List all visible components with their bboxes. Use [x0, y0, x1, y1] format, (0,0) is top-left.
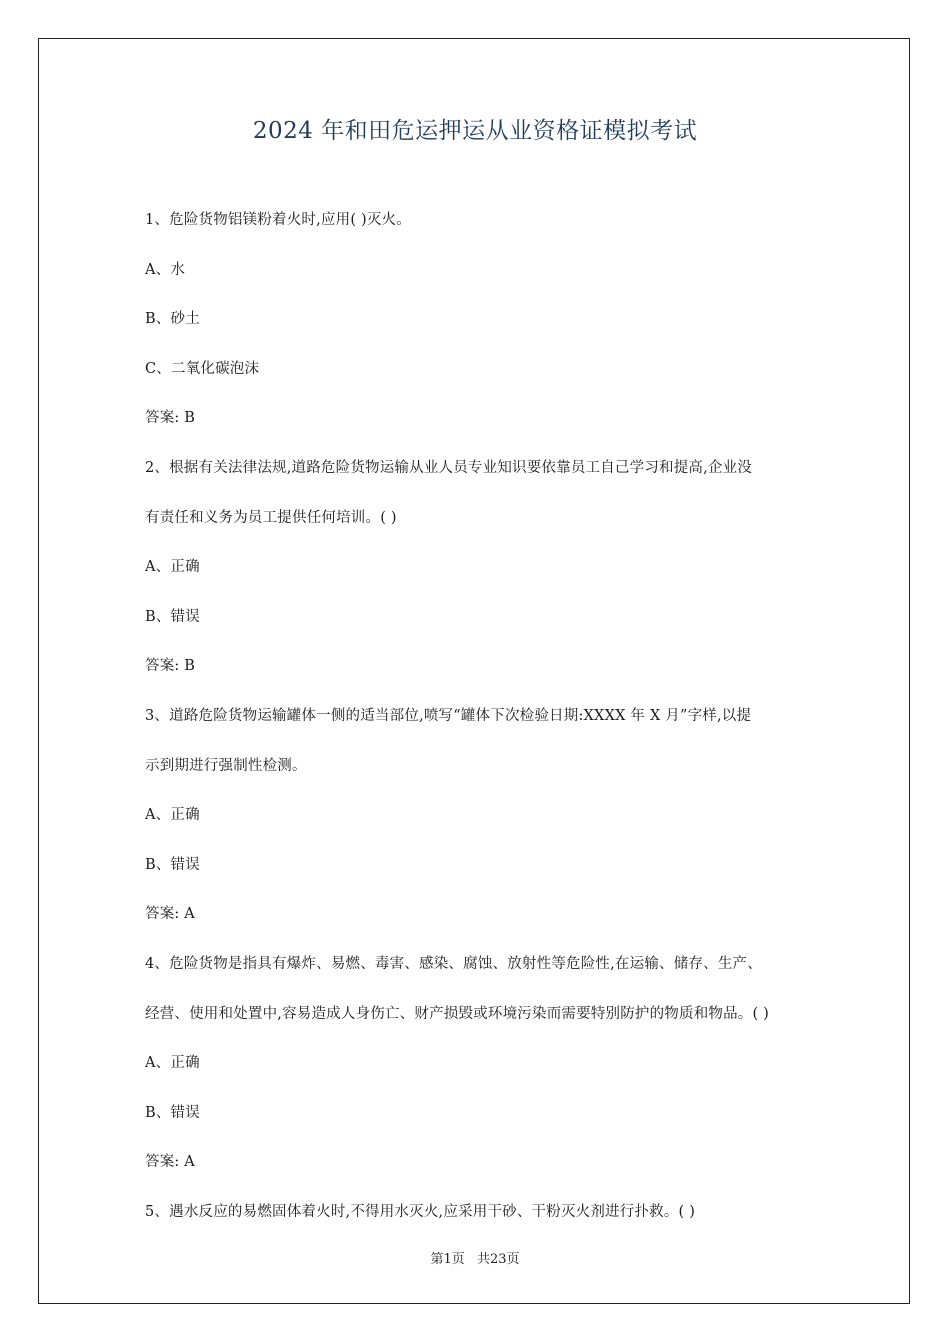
question-2-option-a: A、正确: [145, 559, 200, 576]
question-4-option-b: B、错误: [145, 1104, 200, 1121]
question-4-answer: 答案: A: [145, 1154, 195, 1171]
question-1-text: 1、危险货物铝镁粉着火时,应用( )灭火。: [145, 212, 411, 228]
question-3-text-line-2: 示到期进行强制性检测。: [145, 757, 307, 774]
question-3-option-b: B、错误: [145, 856, 200, 873]
question-1-option-c: C、二氧化碳泡沫: [145, 360, 260, 377]
question-2-text-line-2: 有责任和义务为员工提供任何培训。( ): [145, 509, 397, 526]
question-2-text-line-1: 2、根据有关法律法规,道路危险货物运输从业人员专业知识要依靠员工自己学习和提高,企业没: [145, 459, 753, 476]
question-3-text-line-1: 3、道路危险货物运输罐体一侧的适当部位,喷写“罐体下次检验日期:XXXX 年 X 月”字样,以提: [145, 707, 752, 724]
question-2-option-b: B、错误: [145, 608, 200, 625]
question-4-text-line-2: 经营、使用和处置中,容易造成人身伤亡、财产损毁或环境污染而需要特别防护的物质和物品。( ): [145, 1005, 770, 1022]
page-number: 第1页: [430, 1252, 465, 1267]
question-3-answer: 答案: A: [145, 906, 195, 923]
document-body: [145, 196, 825, 1237]
question-1-option-b: B、砂土: [145, 311, 200, 328]
question-1-option-a: A、水: [145, 261, 186, 278]
question-1-answer: 答案: B: [145, 410, 196, 427]
page-total: 共23页: [476, 1252, 520, 1267]
document-title: 2024 年和田危运押运从业资格证模拟考试: [252, 118, 698, 144]
question-4-option-a: A、正确: [145, 1055, 200, 1072]
question-2-answer: 答案: B: [145, 658, 196, 675]
page-footer: [0, 1248, 950, 1267]
question-3-option-a: A、正确: [145, 807, 200, 824]
question-4-text-line-1: 4、危险货物是指具有爆炸、易燃、毒害、感染、腐蚀、放射性等危险性,在运输、储存、生产、: [145, 955, 762, 972]
question-5-text: 5、遇水反应的易燃固体着火时,不得用水灭火,应采用干砂、干粉灭火剂进行扑救。( ): [145, 1203, 696, 1220]
